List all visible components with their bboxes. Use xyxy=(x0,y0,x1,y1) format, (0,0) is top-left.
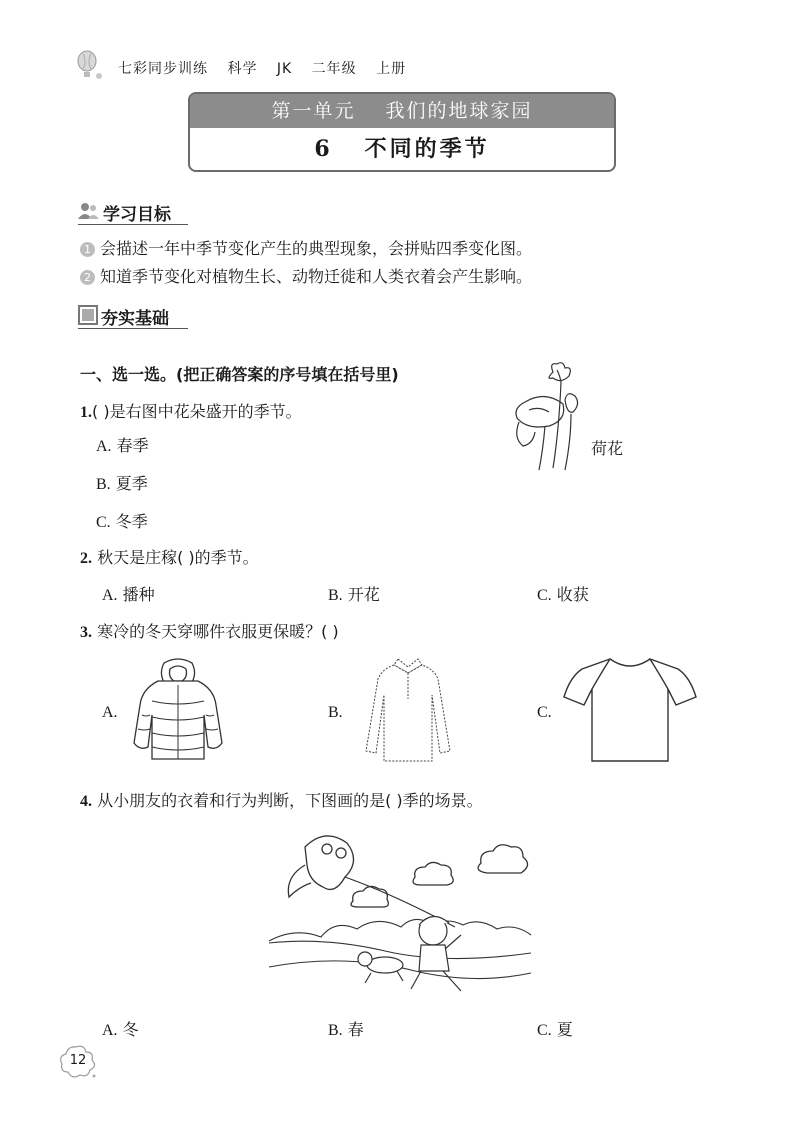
goals-divider xyxy=(78,224,188,225)
question-text: ( )是右图中花朵盛开的季节。 xyxy=(92,402,302,421)
question-number: 2. xyxy=(80,550,92,567)
question-text: 秋天是庄稼( )的季节。 xyxy=(97,548,259,567)
goals-title: 学习目标 xyxy=(103,205,171,225)
header-volume: 上册 xyxy=(376,61,407,77)
unit-title-box xyxy=(188,92,616,172)
q3-option-c[interactable]: C. xyxy=(537,704,552,721)
long-sleeve-shirt-image xyxy=(362,655,454,765)
question-number: 3. xyxy=(80,624,92,641)
q1-option-b[interactable]: B. 夏季 xyxy=(96,474,148,493)
question-2 xyxy=(80,545,259,568)
question-1 xyxy=(80,399,302,422)
basics-divider xyxy=(78,328,188,329)
q1-option-a[interactable]: A. 春季 xyxy=(96,436,149,455)
lesson-number: 6 xyxy=(314,136,333,162)
q1-option-c[interactable]: C. 冬季 xyxy=(96,512,148,531)
q4-option-b[interactable]: B. 春 xyxy=(328,1020,364,1039)
question-text: 从小朋友的衣着和行为判断，下图画的是( )季的场景。 xyxy=(97,791,483,810)
header-grade: 二年级 xyxy=(311,61,357,77)
q3-option-a[interactable]: A. xyxy=(102,704,118,721)
question-4 xyxy=(80,788,483,811)
question-3 xyxy=(80,619,339,642)
lotus-image xyxy=(505,360,600,475)
lotus-label: 荷花 xyxy=(591,439,624,458)
section-one-title: 一、选一选。(把正确答案的序号填在括号里) xyxy=(80,365,399,384)
page-number: 12 xyxy=(69,1053,87,1068)
q4-option-a[interactable]: A. 冬 xyxy=(102,1020,139,1039)
unit-title: 第一单元 xyxy=(271,100,356,122)
goal-text: 会描述一年中季节变化产生的典型现象，会拼贴四季变化图。 xyxy=(100,239,533,258)
page-header xyxy=(118,58,420,78)
q2-option-c[interactable]: C. 收获 xyxy=(537,585,589,604)
t-shirt-image xyxy=(560,655,700,767)
header-edition: JK xyxy=(276,61,293,77)
kite-flying-scene-image xyxy=(265,825,535,1000)
goal-number: 1 xyxy=(80,242,95,257)
people-icon xyxy=(78,202,100,220)
basics-title: 夯实基础 xyxy=(101,309,169,329)
unit-banner xyxy=(190,94,614,128)
q2-option-b[interactable]: B. 开花 xyxy=(328,585,380,604)
goal-item xyxy=(80,264,532,287)
q2-option-a[interactable]: A. 播种 xyxy=(102,585,155,604)
question-number: 4. xyxy=(80,793,92,810)
down-jacket-image xyxy=(128,655,228,765)
header-subject: 科学 xyxy=(227,61,258,77)
unit-name: 我们的地球家园 xyxy=(385,100,533,122)
q4-option-c[interactable]: C. 夏 xyxy=(537,1020,573,1039)
goal-item xyxy=(80,236,532,259)
goal-text: 知道季节变化对植物生长、动物迁徙和人类衣着会产生影响。 xyxy=(100,267,533,286)
question-number: 1. xyxy=(80,404,92,421)
balloon-logo-icon xyxy=(74,50,104,80)
header-series: 七彩同步训练 xyxy=(118,61,208,77)
q3-option-b[interactable]: B. xyxy=(328,704,343,721)
goal-number: 2 xyxy=(80,270,95,285)
lesson-title: 不同的季节 xyxy=(364,136,490,162)
lesson-title-row xyxy=(190,128,614,170)
question-text: 寒冷的冬天穿哪件衣服更保暖？( ) xyxy=(97,622,339,641)
notebook-icon xyxy=(78,305,98,325)
